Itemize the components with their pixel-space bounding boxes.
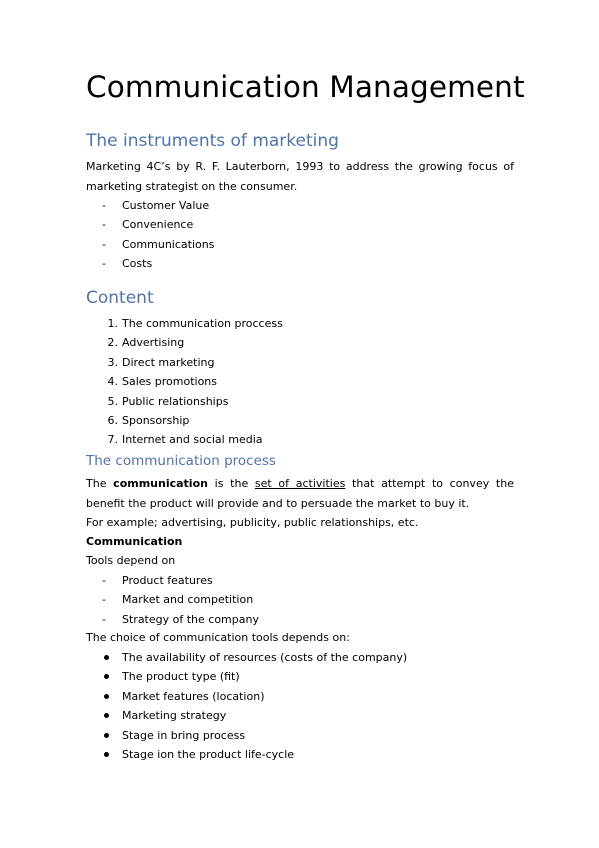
section-heading-content: Content [86,288,154,308]
section-heading-communication-process: The communication process [86,453,276,469]
bullet-icon [104,752,109,757]
section-heading-instruments: The instruments of marketing [86,131,339,151]
communication-subheading: Communication [86,535,183,548]
bullet-icon [104,694,109,699]
bullet-icon [104,713,109,718]
bullet-icon [104,733,109,738]
bold-term: communication [113,477,208,490]
intro-paragraph: Marketing 4C’s by R. F. Lauterborn, 1993 to address the growing focus of marketing strategist on the consumer. [86,160,514,193]
choice-intro: The choice of communication tools depends on: [86,631,350,644]
document-title: Communication Management [86,70,525,104]
bullet-icon [104,674,109,679]
bullet-icon [104,655,109,660]
underlined-phrase: set of activities [254,477,346,490]
communication-definition: The communication is the set of activities that attempt to convey the benefit the product will provide and to persuade the market to buy it. [86,477,514,510]
tools-intro: Tools depend on [86,554,176,567]
example-line: For example; advertising, publicity, public relationships, etc. [86,516,419,529]
